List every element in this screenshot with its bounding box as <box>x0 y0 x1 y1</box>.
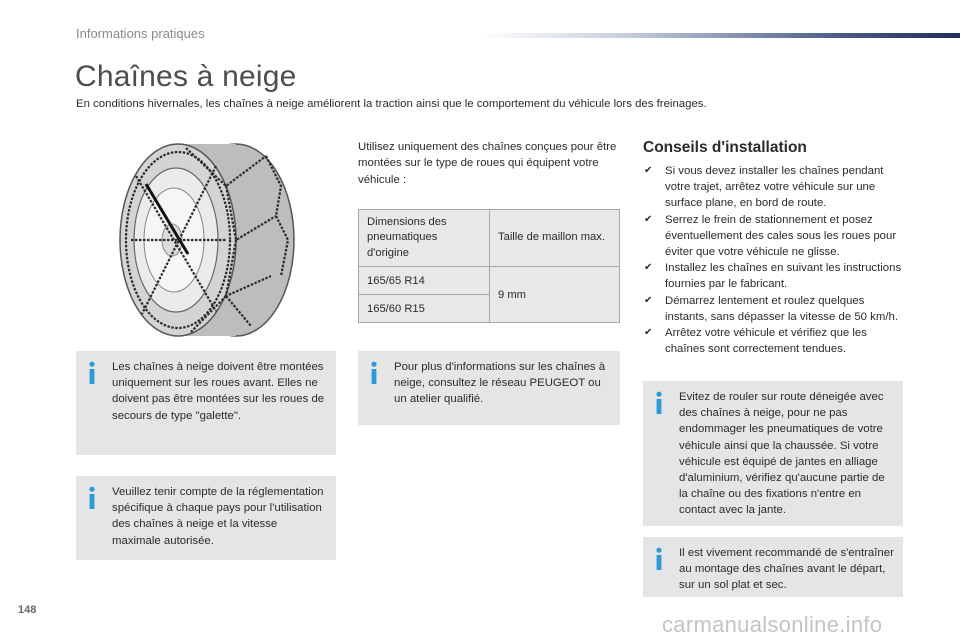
note-peugeot-text: Pour plus d'informations sur les chaînes à neige, consultez le réseau PEUGEOT ou un atelier qualifié. <box>394 361 606 406</box>
list-item: ✔ Si vous devez installer les chaînes pendant votre trajet, arrêtez votre véhicule sur une surface plane, en bord de route. <box>644 165 884 210</box>
note-practice-text: Il est vivement recommandé de s'entraîner au montage des chaînes avant le départ, sur un sol plat et sec. <box>679 547 894 592</box>
note-box-practice <box>643 537 903 597</box>
info-icon <box>653 391 665 415</box>
list-item: ✔ Démarrez lentement et roulez quelques instants, sans dépasser la vitesse de 50 km/h. <box>644 294 898 323</box>
bullet-icon: ✔ <box>644 294 653 306</box>
page-number: 148 <box>18 604 37 616</box>
note-galette-text: Les chaînes à neige doivent être montées uniquement sur les roues avant. Elles ne doivent pas être montées sur les roues de secours de type "galette". <box>112 361 325 422</box>
info-icon <box>653 547 665 571</box>
bullet-icon: ✔ <box>644 165 653 176</box>
note-cleared-road-text: Evitez de rouler sur route déneigée avec des chaînes à neige, pour ne pas endommager les pneumatiques de votre véhicule ainsi que la chaussée. Si votre véhicule est équipé de jantes en alliage d'aluminium, vérifiez qu'aucune partie de la chaîne ou des fixations n'entre en contact avec la jante. <box>679 391 885 517</box>
info-icon <box>86 486 98 510</box>
tire-chain-table <box>358 209 620 323</box>
usage-text: Utilisez uniquement des chaînes conçues pour être montées sur le type de roues qui équipent votre véhicule : <box>358 141 617 186</box>
list-item: ✔ Installez les chaînes en suivant les instructions fournies par le fabricant. <box>644 262 902 291</box>
note-box-galette <box>76 351 336 455</box>
table-cell-link-size: 9 mm <box>490 267 620 323</box>
intro-text: En conditions hivernales, les chaînes à neige améliorent la traction ainsi que le comportement du véhicule lors des freinages. <box>76 98 707 110</box>
table-header-link-size: Taille de maillon max. <box>490 210 620 267</box>
table-cell-tire: 165/65 R14 <box>359 267 490 295</box>
header-rule <box>480 33 960 38</box>
info-icon <box>368 361 380 385</box>
installation-list <box>643 163 905 357</box>
note-box-regulations <box>76 476 336 560</box>
bullet-icon: ✔ <box>644 327 653 339</box>
list-item: ✔ Serrez le frein de stationnement et posez éventuellement des cales sous les roues pour éviter que votre véhicule ne glisse. <box>644 213 897 259</box>
table-header-row <box>359 210 620 267</box>
list-item: ✔ Arrêtez votre véhicule et vérifiez que les chaînes sont correctement tendues. <box>644 327 867 356</box>
section-header: Informations pratiques <box>76 26 205 41</box>
note-regulations-text: Veuillez tenir compte de la réglementation spécifique à chaque pays pour l'utilisation des chaînes à neige et la vitesse maximale autorisée. <box>112 486 324 547</box>
info-icon <box>86 361 98 385</box>
note-box-cleared-road <box>643 381 903 526</box>
table-cell-tire: 165/60 R15 <box>359 295 490 323</box>
page-title: Chaînes à neige <box>75 60 297 93</box>
bullet-icon: ✔ <box>644 262 653 274</box>
table-row <box>359 267 620 295</box>
bullet-icon: ✔ <box>644 213 653 225</box>
watermark: carmanualsonline.info <box>662 612 883 637</box>
snow-chain-illustration <box>76 136 336 348</box>
installation-title: Conseils d'installation <box>643 139 807 156</box>
note-box-peugeot <box>358 351 620 425</box>
table-header-tire: Dimensions des pneumatiques d'origine <box>359 210 490 267</box>
